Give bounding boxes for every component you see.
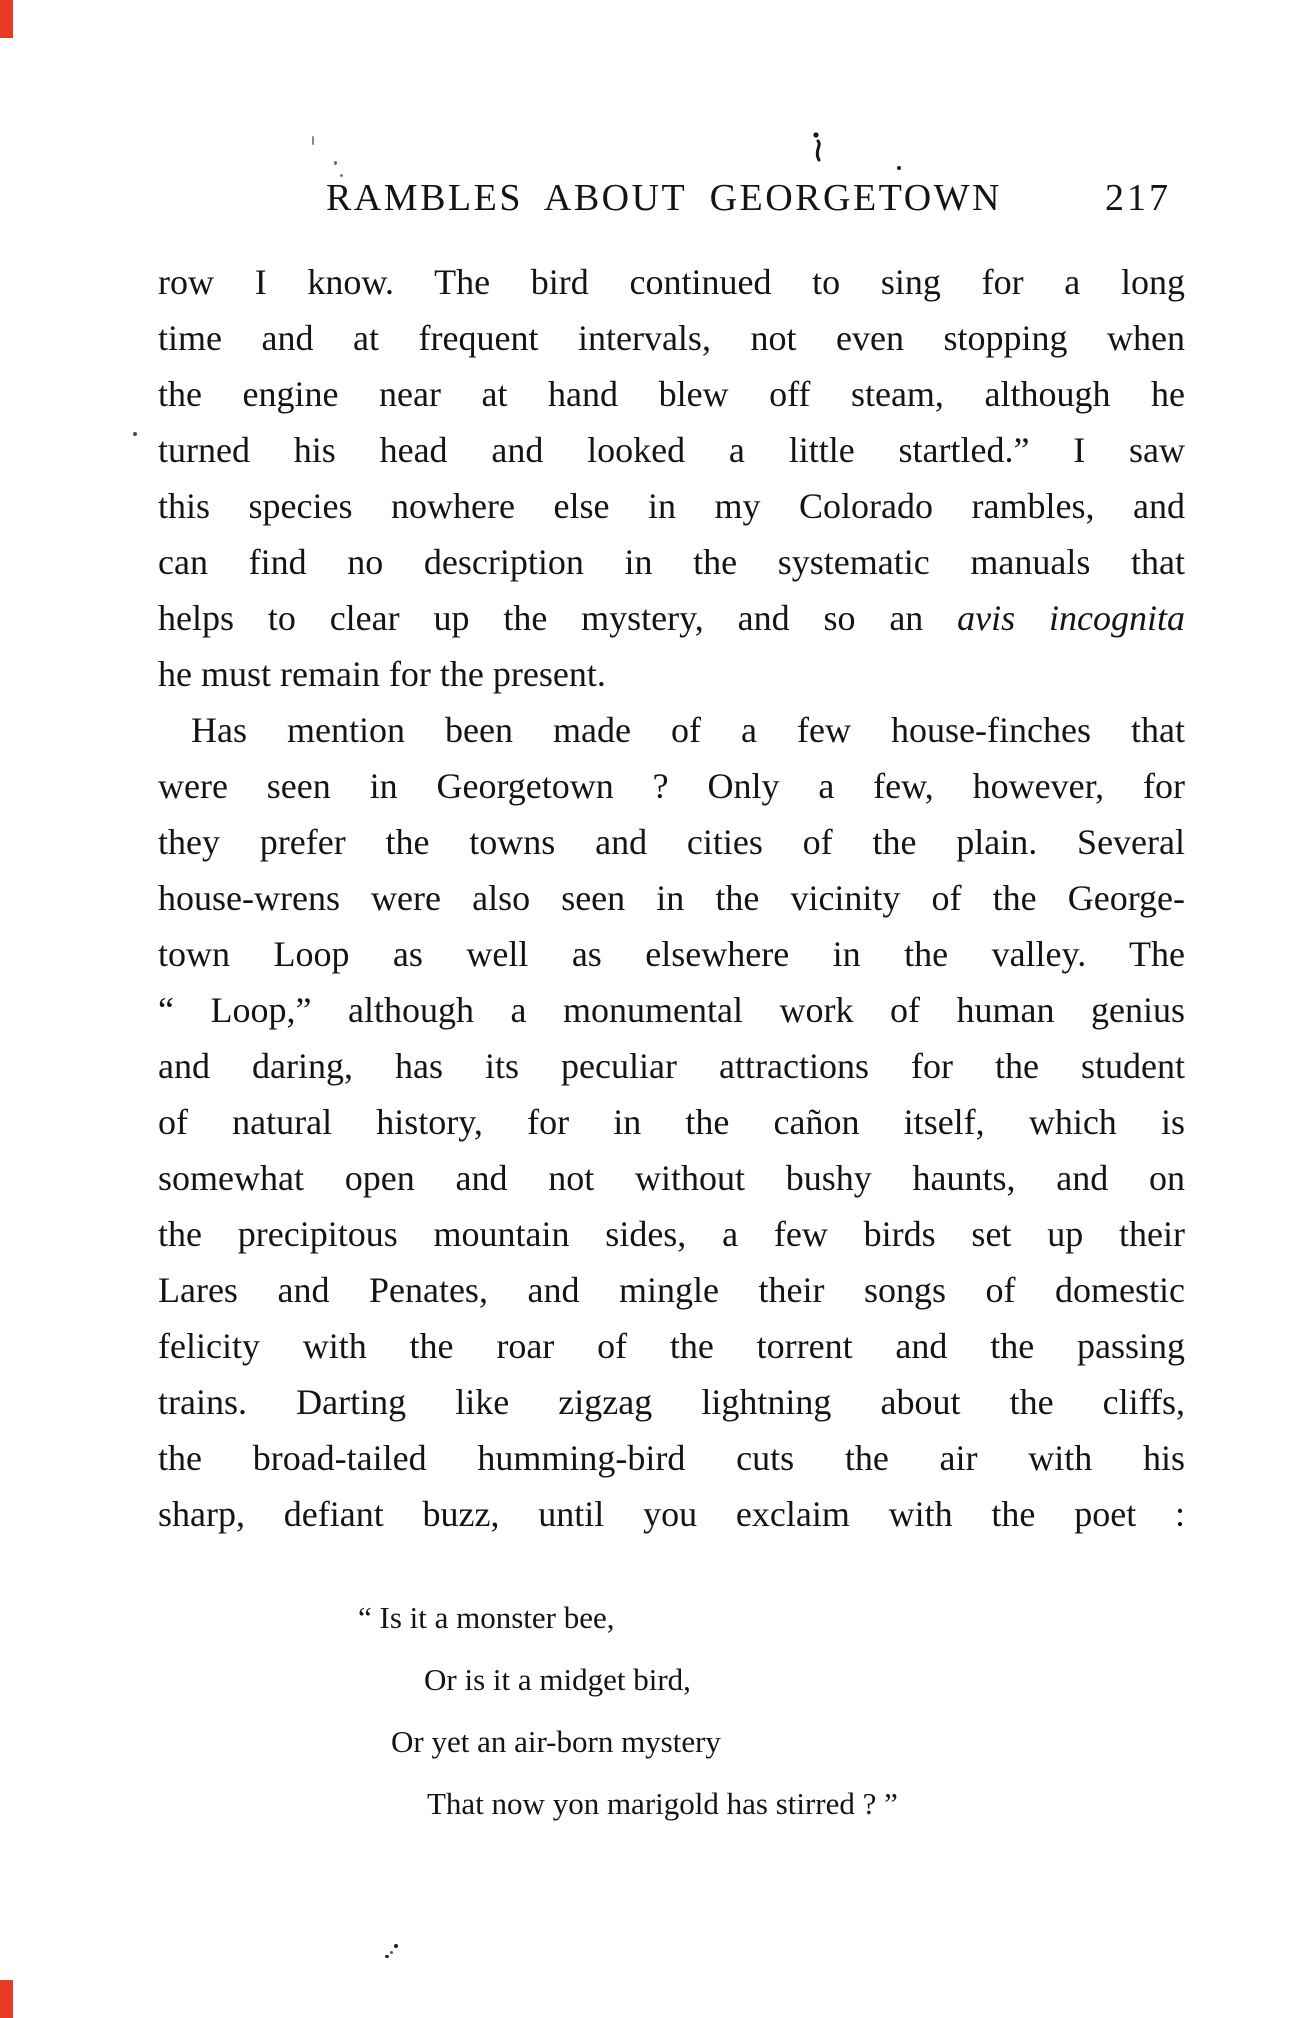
text-line: town Loop as well as elsewhere in the valley. The bbox=[158, 934, 1185, 974]
page-header-title: RAMBLES ABOUT GEORGETOWN bbox=[326, 177, 1002, 219]
text-line: were seen in Georgetown ? Only a few, however, for bbox=[158, 766, 1185, 806]
text-line: turned his head and looked a little startled.” I saw bbox=[158, 430, 1185, 470]
text-line: sharp, defiant buzz, until you exclaim with the poet : bbox=[158, 1494, 1185, 1534]
text-line: “ Loop,” although a monumental work of human genius bbox=[158, 990, 1185, 1030]
red-edge-mark-bottom bbox=[0, 1980, 13, 2018]
text-line: the engine near at hand blew off steam, although he bbox=[158, 374, 1185, 414]
text-line: can find no description in the systematic manuals that bbox=[158, 542, 1185, 582]
ink-speck bbox=[334, 161, 337, 165]
poem-line: That now yon marigold has stirred ? ” bbox=[427, 1786, 898, 1821]
poem-line: Or yet an air-born mystery bbox=[391, 1724, 721, 1759]
ink-speck bbox=[394, 1944, 398, 1948]
text-line: helps to clear up the mystery, and so an avis incognita bbox=[158, 598, 1185, 638]
red-edge-mark-top bbox=[0, 0, 13, 38]
ink-squiggle-mark bbox=[810, 131, 828, 163]
ink-speck bbox=[133, 432, 137, 436]
text-line: of natural history, for in the cañon itself, which is bbox=[158, 1102, 1185, 1142]
text-line: Lares and Penates, and mingle their songs of domestic bbox=[158, 1270, 1185, 1310]
running-header bbox=[158, 176, 1185, 222]
page-number: 217 bbox=[1105, 177, 1171, 219]
text-line: somewhat open and not without bushy haunts, and on bbox=[158, 1158, 1185, 1198]
body-text bbox=[158, 254, 1185, 1542]
poem-line: “ Is it a monster bee, bbox=[358, 1600, 615, 1635]
text-line: they prefer the towns and cities of the plain. Several bbox=[158, 822, 1185, 862]
ink-speck bbox=[390, 1951, 393, 1954]
text-line: felicity with the roar of the torrent and the passing bbox=[158, 1326, 1185, 1366]
poem-block bbox=[158, 1587, 1058, 1835]
text-line: row I know. The bird continued to sing for a long bbox=[158, 262, 1185, 302]
text-line: the precipitous mountain sides, a few birds set up their bbox=[158, 1214, 1185, 1254]
text-line: he must remain for the present. bbox=[158, 654, 606, 694]
text-line: time and at frequent intervals, not even stopping when bbox=[158, 318, 1185, 358]
text-line: trains. Darting like zigzag lightning about the cliffs, bbox=[158, 1382, 1185, 1422]
text-line: Has mention been made of a few house-finches that bbox=[191, 710, 1185, 750]
text-line: and daring, has its peculiar attractions for the student bbox=[158, 1046, 1185, 1086]
text-line: house-wrens were also seen in the vicinity of the George- bbox=[158, 878, 1185, 918]
italic-phrase: avis incognita bbox=[957, 598, 1185, 638]
text-line: the broad-tailed humming-bird cuts the air with his bbox=[158, 1438, 1185, 1478]
ink-speck bbox=[897, 166, 901, 170]
poem-line: Or is it a midget bird, bbox=[424, 1662, 691, 1697]
ink-speck bbox=[385, 1955, 389, 1958]
text-line: this species nowhere else in my Colorado rambles, and bbox=[158, 486, 1185, 526]
ink-speck bbox=[312, 136, 314, 145]
